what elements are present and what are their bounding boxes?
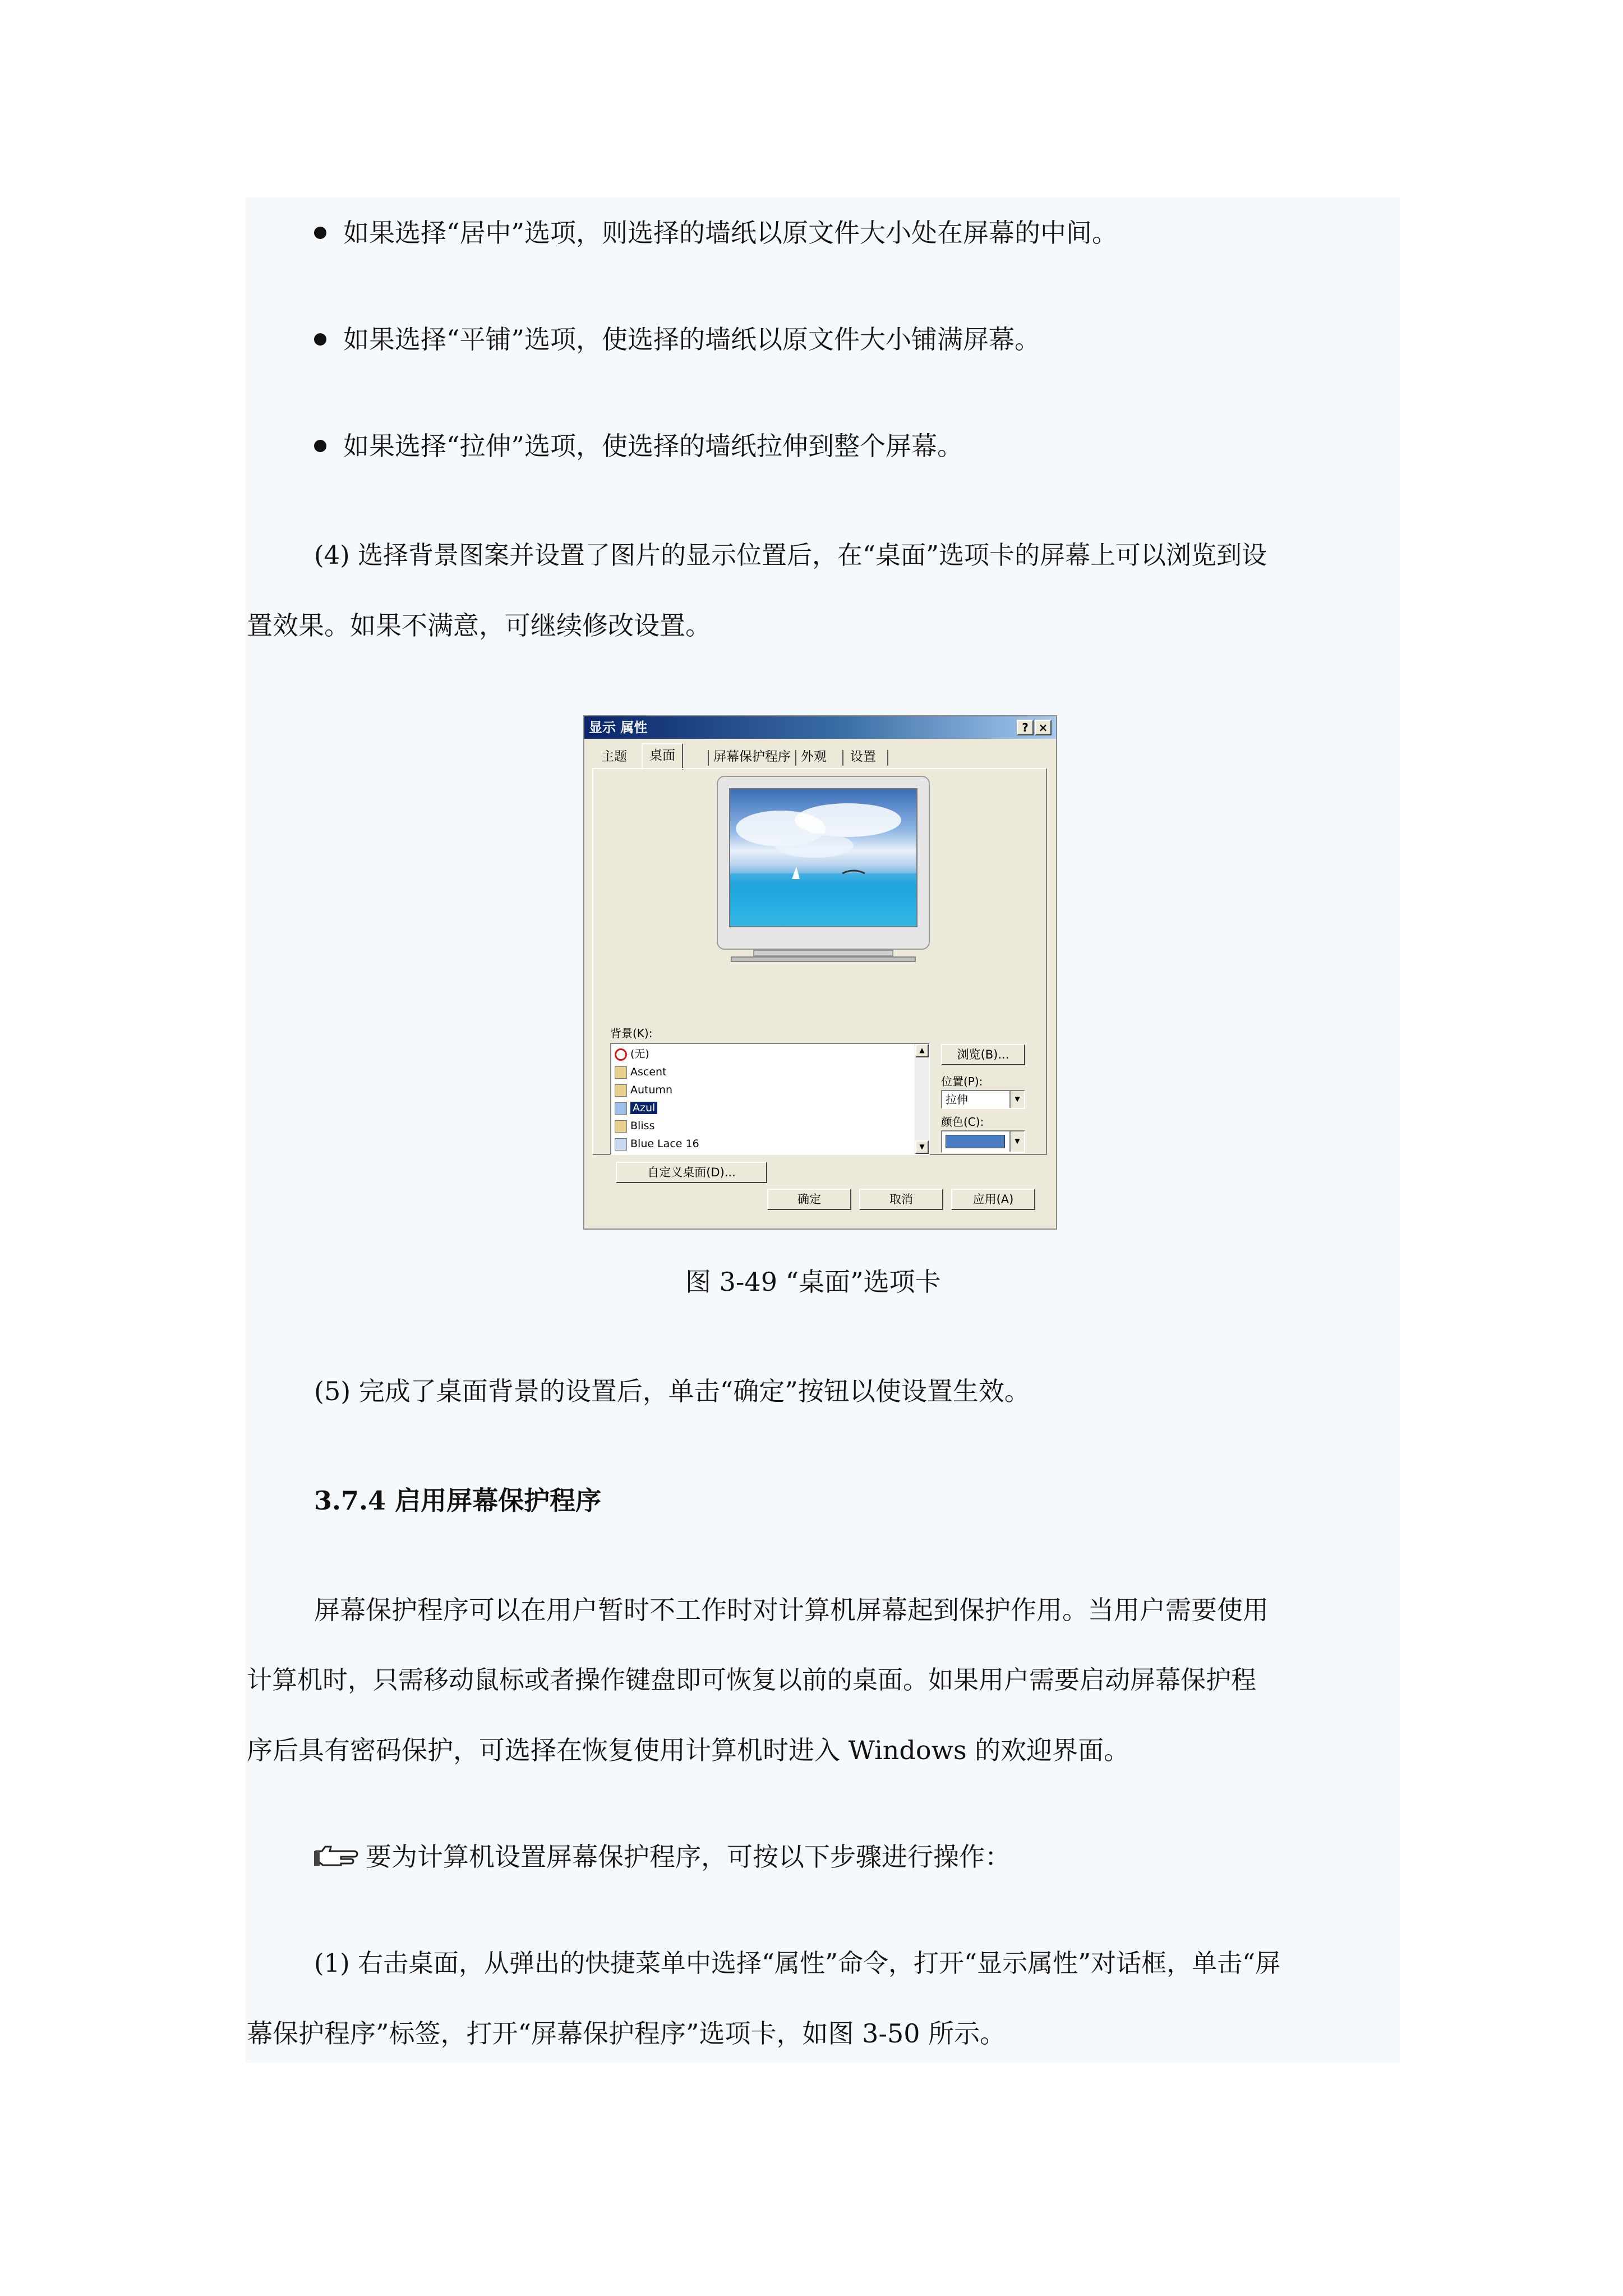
no-entry-icon xyxy=(615,1048,627,1061)
tab-separator xyxy=(795,750,796,766)
bullet-dot-icon xyxy=(314,227,326,239)
monitor-base xyxy=(731,956,916,962)
chevron-down-icon[interactable]: ▼ xyxy=(1009,1131,1024,1152)
color-picker[interactable] xyxy=(941,1130,1025,1153)
listbox-scrollbar[interactable] xyxy=(915,1044,929,1154)
step4-line1: (4) 选择背景图案并设置了图片的显示位置后，在“桌面”选项卡的屏幕上可以浏览到设 xyxy=(314,540,1267,570)
image-file-icon xyxy=(615,1084,627,1097)
intro-line2: 计算机时，只需移动鼠标或者操作键盘即可恢复以前的桌面。如果用户需要启动屏幕保护程 xyxy=(247,1665,1257,1695)
dialog-titlebar xyxy=(584,716,1056,739)
monitor-preview xyxy=(717,776,930,950)
position-value: 拉伸 xyxy=(946,1093,968,1106)
list-item[interactable]: Autumn xyxy=(615,1081,672,1099)
bullet-stretch: 如果选择“拉伸”选项，使选择的墙纸拉伸到整个屏幕。 xyxy=(314,429,963,463)
position-label: 位置(P): xyxy=(941,1075,983,1088)
ok-button[interactable]: 确定 xyxy=(767,1189,851,1210)
tab-themes[interactable]: 主题 xyxy=(601,749,627,764)
pointing-hand-icon xyxy=(314,1842,362,1876)
help-button[interactable]: ? xyxy=(1017,720,1034,735)
close-button[interactable]: × xyxy=(1035,720,1052,735)
figure-caption: 图 3-49 “桌面”选项卡 xyxy=(685,1267,941,1297)
image-file-icon xyxy=(615,1120,627,1133)
tab-separator xyxy=(708,750,709,766)
background-label: 背景(K): xyxy=(610,1027,653,1040)
browse-button[interactable]: 浏览(B)... xyxy=(941,1044,1025,1065)
intro-line3: 序后具有密码保护，可选择在恢复使用计算机时进入 Windows 的欢迎界面。 xyxy=(247,1735,1130,1765)
color-swatch xyxy=(946,1135,1005,1148)
tab-screensaver[interactable]: 屏幕保护程序 xyxy=(713,749,791,764)
list-item[interactable]: Azul xyxy=(615,1099,657,1117)
wallpaper-preview-image xyxy=(729,788,917,927)
intro-line1: 屏幕保护程序可以在用户暂时不工作时对计算机屏幕起到保护作用。当用户需要使用 xyxy=(314,1595,1269,1625)
dialog-title: 显示 属性 xyxy=(589,720,648,735)
bullet-dot-icon xyxy=(314,333,326,346)
tab-separator xyxy=(887,750,888,766)
step4-line2: 置效果。如果不满意，可继续修改设置。 xyxy=(247,610,711,641)
scroll-up-icon[interactable]: ▲ xyxy=(915,1044,929,1057)
step1-line1: (1) 右击桌面，从弹出的快捷菜单中选择“属性”命令，打开“显示属性”对话框，单击“屏 xyxy=(314,1948,1281,1978)
image-file-icon xyxy=(615,1066,627,1079)
tip-line: 要为计算机设置屏幕保护程序，可按以下步骤进行操作： xyxy=(314,1840,1011,1876)
tab-appearance[interactable]: 外观 xyxy=(801,749,827,764)
section-heading: 3.7.4 启用屏幕保护程序 xyxy=(314,1485,602,1516)
desktop-tab-panel xyxy=(592,768,1047,1179)
list-item[interactable]: Bliss xyxy=(615,1117,654,1135)
chevron-down-icon[interactable]: ▼ xyxy=(1009,1091,1024,1108)
image-file-icon xyxy=(615,1138,627,1151)
monitor-stand xyxy=(753,950,893,956)
tab-separator xyxy=(842,750,843,766)
position-select[interactable] xyxy=(941,1090,1025,1109)
list-item[interactable]: Ascent xyxy=(615,1063,667,1081)
list-item[interactable]: Blue Lace 16 xyxy=(615,1135,699,1153)
sky-sea-image xyxy=(730,789,917,927)
scroll-down-icon[interactable]: ▼ xyxy=(915,1140,929,1154)
color-label: 颜色(C): xyxy=(941,1115,984,1129)
cancel-button[interactable]: 取消 xyxy=(859,1189,943,1210)
image-file-icon xyxy=(615,1102,627,1115)
step1-line2: 幕保护程序”标签，打开“屏幕保护程序”选项卡，如图 3-50 所示。 xyxy=(247,2018,1006,2049)
apply-button[interactable]: 应用(A) xyxy=(951,1189,1035,1210)
background-listbox[interactable] xyxy=(610,1043,930,1155)
list-item[interactable]: (无) xyxy=(615,1045,649,1063)
display-properties-dialog xyxy=(583,715,1057,1230)
bullet-tile: 如果选择“平铺”选项，使选择的墙纸以原文件大小铺满屏幕。 xyxy=(314,323,1040,356)
tab-desktop[interactable]: 桌面 xyxy=(642,743,683,770)
tab-settings[interactable]: 设置 xyxy=(850,749,876,764)
step5-line: (5) 完成了桌面背景的设置后，单击“确定”按钮以使设置生效。 xyxy=(314,1376,1030,1406)
customize-desktop-button[interactable]: 自定义桌面(D)... xyxy=(616,1162,767,1183)
bullet-center: 如果选择“居中”选项，则选择的墙纸以原文件大小处在屏幕的中间。 xyxy=(314,216,1118,250)
bullet-dot-icon xyxy=(314,440,326,452)
